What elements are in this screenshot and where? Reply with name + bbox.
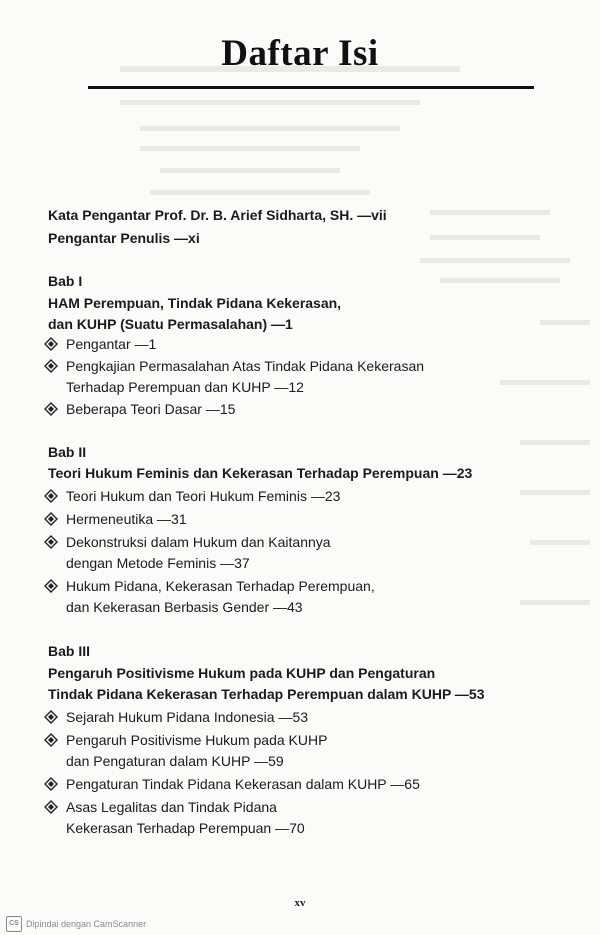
toc-entry-pengantar-penulis: Pengantar Penulis —xi (48, 230, 200, 246)
toc-item: Pengkajian Permasalahan Atas Tindak Pidana Kekerasan (66, 358, 425, 374)
title-underline (88, 86, 534, 89)
toc-item: Teori Hukum dan Teori Hukum Feminis —23 (66, 488, 341, 504)
diamond-bullet-icon (44, 535, 58, 549)
toc-item-continuation: Terhadap Perempuan dan KUHP —12 (66, 379, 304, 395)
diamond-bullet-icon (44, 359, 58, 373)
toc-item: Hukum Pidana, Kekerasan Terhadap Perempuan, (66, 578, 375, 594)
toc-entry-kata-pengantar: Kata Pengantar Prof. Dr. B. Arief Sidharta, SH. —vii (48, 207, 387, 223)
diamond-bullet-icon (44, 710, 58, 724)
diamond-bullet-icon (44, 337, 58, 351)
diamond-bullet-icon (44, 733, 58, 747)
scanner-text: Dipindai dengan CamScanner (26, 918, 147, 929)
chapter-title-line: dan KUHP (Suatu Permasalahan) —1 (48, 316, 293, 332)
diamond-bullet-icon (44, 800, 58, 814)
chapter-label: Bab II (48, 444, 87, 460)
diamond-bullet-icon (44, 489, 58, 503)
toc-item: Dekonstruksi dalam Hukum dan Kaitannya (66, 534, 331, 550)
toc-item-continuation: dan Kekerasan Berbasis Gender —43 (66, 599, 303, 615)
chapter-title-line: Pengaruh Positivisme Hukum pada KUHP dan Pengaturan (48, 665, 436, 681)
toc-item: Pengantar —1 (66, 336, 157, 352)
diamond-bullet-icon (44, 512, 58, 526)
toc-item: Pengaruh Positivisme Hukum pada KUHP (66, 732, 328, 748)
toc-item-continuation: dan Pengaturan dalam KUHP —59 (66, 753, 284, 769)
toc-item: Sejarah Hukum Pidana Indonesia —53 (66, 709, 309, 725)
diamond-bullet-icon (44, 579, 58, 593)
diamond-bullet-icon (44, 402, 58, 416)
toc-item: Asas Legalitas dan Tindak Pidana (66, 799, 277, 815)
chapter-label: Bab I (48, 273, 83, 289)
toc-item-continuation: dengan Metode Feminis —37 (66, 555, 250, 571)
diamond-bullet-icon (44, 777, 58, 791)
scanner-watermark (0, 912, 600, 935)
toc-item: Beberapa Teori Dasar —15 (66, 401, 236, 417)
chapter-label: Bab III (48, 643, 91, 659)
camscanner-logo-icon: CS (6, 916, 22, 932)
page-number: xv (294, 897, 306, 909)
toc-item: Pengaturan Tindak Pidana Kekerasan dalam KUHP —65 (66, 776, 420, 792)
toc-item: Hermeneutika —31 (66, 511, 187, 527)
chapter-title-line: Tindak Pidana Kekerasan Terhadap Perempuan dalam KUHP —53 (48, 686, 485, 702)
chapter-title-line: HAM Perempuan, Tindak Pidana Kekerasan, (48, 295, 342, 311)
page-title: Daftar Isi (221, 33, 379, 74)
toc-item-continuation: Kekerasan Terhadap Perempuan —70 (66, 820, 305, 836)
chapter-title-line: Teori Hukum Feminis dan Kekerasan Terhadap Perempuan —23 (48, 465, 473, 481)
